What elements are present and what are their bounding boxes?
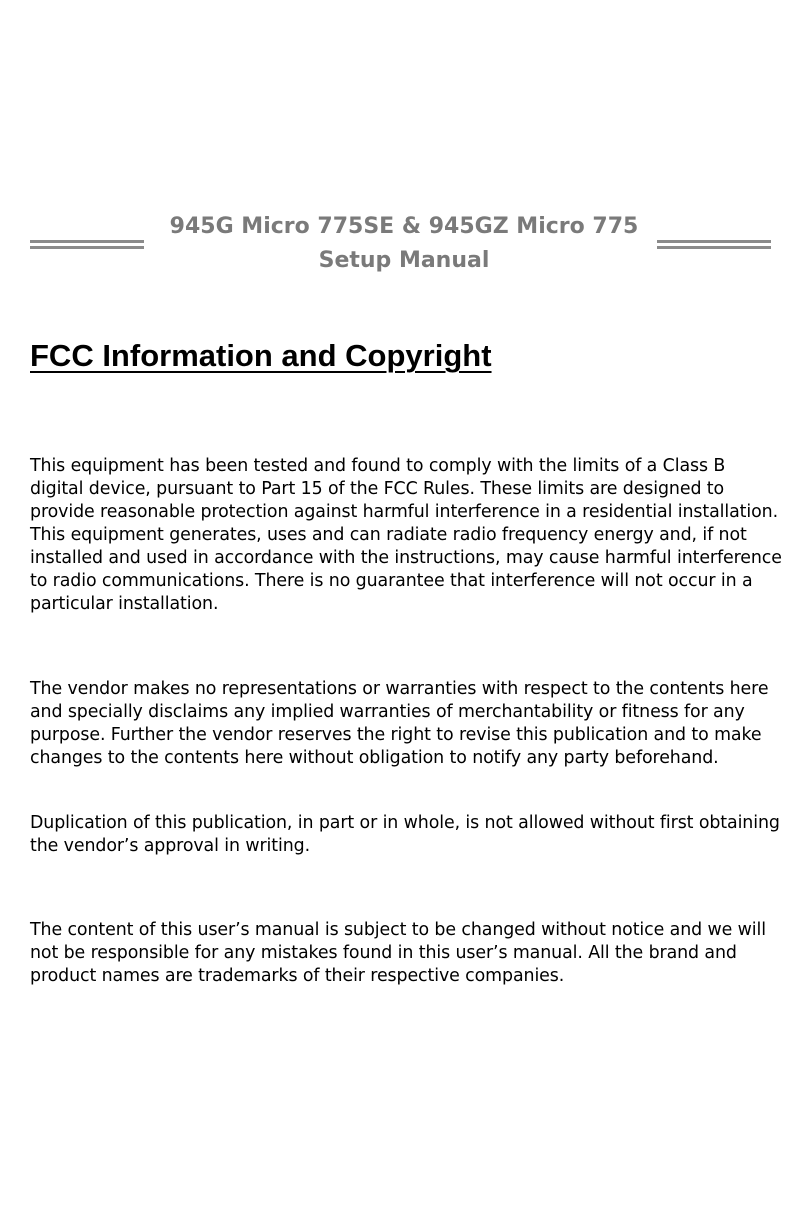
manual-title-line1: 945G Micro 775SE & 945GZ Micro 775 [169,214,639,239]
paragraph-content-change-notice: The content of this user’s manual is subject to be changed without notice and we will not be responsible for any mistakes found in this user’s manual. All the brand and product names are trademarks of their respective companies. [30,920,766,986]
manual-header [0,210,808,280]
paragraph-duplication-notice: Duplication of this publication, in part or in whole, is not allowed without first obtaining the vendor’s approval in writing. [30,813,780,856]
header-rule-left [30,240,144,249]
section-title: FCC Information and Copyright [30,338,492,373]
paragraph-warranty-disclaimer: The vendor makes no representations or warranties with respect to the contents here and specially disclaims any implied warranties of merchantability or fitness for any purpose. Further the vendor reserves the right to revise this publication and to make changes to the contents here without obligation to notify any party beforehand. [30,679,769,768]
manual-title-line2: Setup Manual [318,248,490,273]
paragraph-fcc-compliance: This equipment has been tested and found to comply with the limits of a Class B digital device, pursuant to Part 15 of the FCC Rules. These limits are designed to provide reasonable protection against harmful interference in a residential installation. This equipment generates, uses and can radiate radio frequency energy and, if not installed and used in accordance with the instructions, may cause harmful interference to radio communications. There is no guarantee that interference will not occur in a particular installation. [30,456,782,614]
header-rule-right [657,240,771,249]
manual-title [150,210,658,278]
